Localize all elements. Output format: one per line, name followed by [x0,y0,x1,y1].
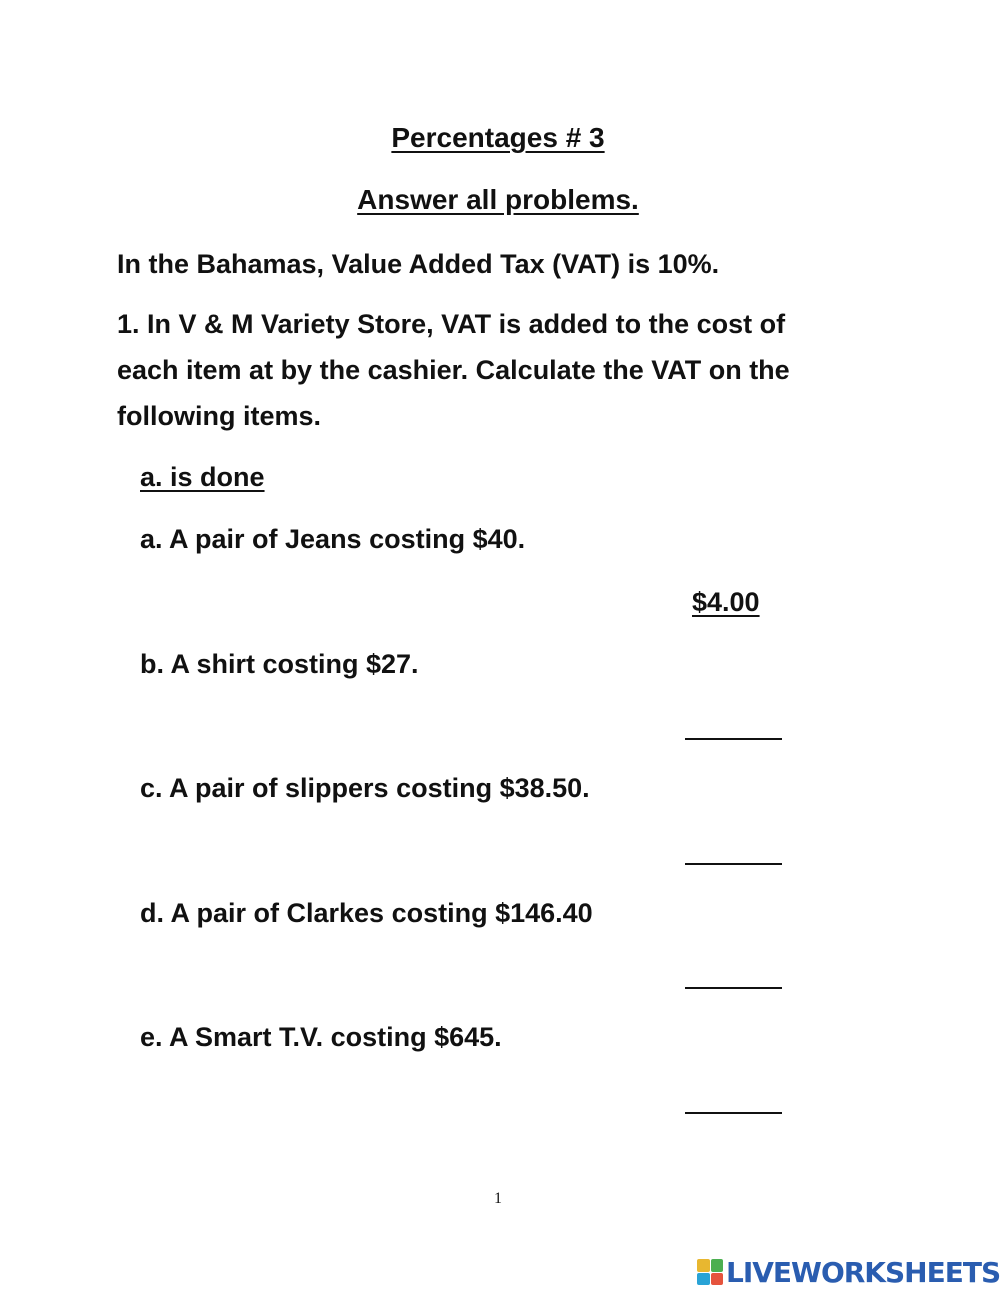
instruction-heading: Answer all problems. [357,184,639,215]
item-e-label: e. A Smart T.V. costing $645. [140,1022,502,1052]
liveworksheets-logo[interactable] [697,1254,1000,1290]
logo-cell-4 [711,1273,724,1286]
item-a-answer: $4.00 [692,587,760,617]
item-d-answer-blank[interactable] [685,987,782,989]
worksheet-title: Percentages # 3 [391,122,605,153]
item-b-label: b. A shirt costing $27. [140,649,419,679]
logo-cell-3 [697,1273,710,1286]
example-note: a. is done [140,462,265,492]
item-b-answer-blank[interactable] [685,738,782,740]
question-line-2: each item at by the cashier. Calculate the VAT on the [117,355,790,385]
item-e-answer-blank[interactable] [685,1112,782,1114]
item-c-answer-blank[interactable] [685,863,782,865]
page-number: 1 [494,1190,502,1207]
question-line-3: following items. [117,401,322,431]
item-c-label: c. A pair of slippers costing $38.50. [140,773,590,803]
item-d-label: d. A pair of Clarkes costing $146.40 [140,898,593,928]
question-line-1: 1. In V & M Variety Store, VAT is added to the cost of [117,309,786,339]
item-a-label: a. A pair of Jeans costing $40. [140,524,526,554]
liveworksheets-logo-icon [697,1259,723,1285]
logo-cell-1 [697,1259,710,1272]
intro-text: In the Bahamas, Value Added Tax (VAT) is 10%. [117,249,720,279]
brand-name: LIVEWORKSHEETS [726,1255,1000,1289]
logo-cell-2 [711,1259,724,1272]
